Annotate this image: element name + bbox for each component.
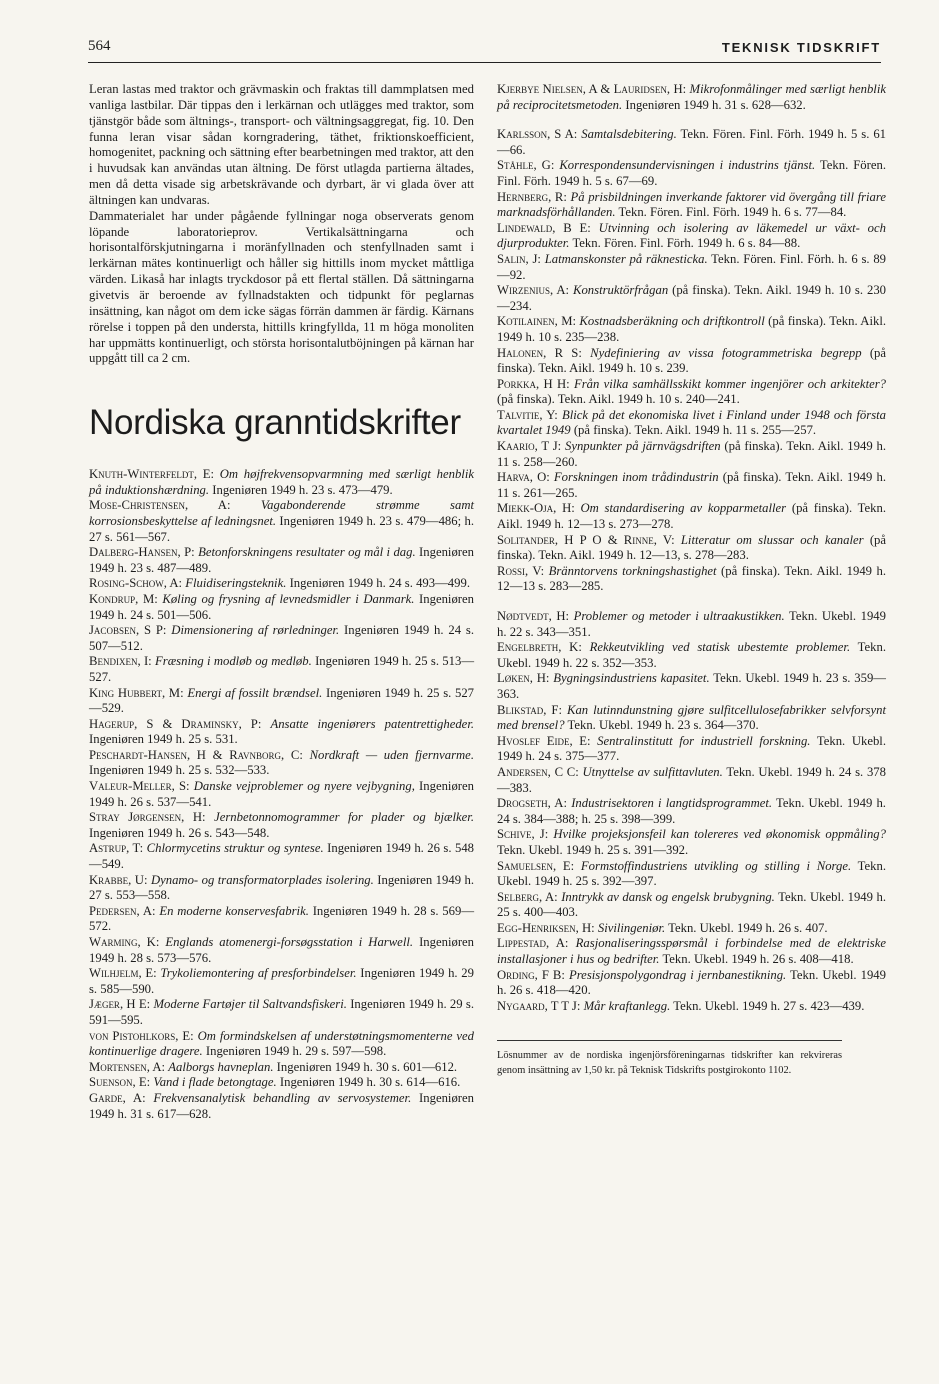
- entry-title: Fræsning i modløb og medløb.: [155, 654, 312, 669]
- bibliography-entry: [89, 935, 474, 966]
- entry-reference: Ingeniøren 1949 h. 26 s. 543—548.: [89, 825, 270, 840]
- entry-reference: Tekn. Ukebl. 1949 h. 24 s. 375—377.: [497, 733, 886, 764]
- entry-title: Om formindskelsen af understøtningsmomenterne ved kontinuerlige dragere.: [89, 1028, 475, 1059]
- bibliography-entry: [89, 779, 474, 810]
- entry-reference: Tekn. Ukebl. 1949 h. 25 s. 391—392.: [497, 842, 689, 857]
- entry-title: Køling og frysning af levnedsmidler i Danmark.: [162, 591, 415, 606]
- entry-author: Stray Jørgensen, H:: [89, 810, 206, 825]
- entry-reference: Ingeniøren 1949 h. 29 s. 597—598.: [205, 1044, 387, 1059]
- entry-title: Sivilingeniør.: [597, 920, 666, 935]
- entry-author: Knuth-Winterfeldt, E:: [89, 467, 215, 482]
- entry-author: Miekk-Oja, H:: [497, 501, 575, 516]
- entry-title: Litteratur om slussar och kanaler: [680, 532, 864, 547]
- entry-title: Sentralinstitutt for industriell forskning.: [597, 733, 811, 748]
- entry-title: Rekkeutvikling ved statisk ubestemte problemer.: [589, 640, 851, 655]
- entry-reference: Ingeniøren 1949 h. 25 s. 513—527.: [89, 654, 475, 684]
- entry-reference: Ingeniøren 1949 h. 27 s. 553—558.: [89, 872, 475, 903]
- entry-title: En moderne konservesfabrik.: [159, 903, 309, 918]
- bibliography-entry: [497, 501, 886, 532]
- bibliography-entry: [497, 283, 886, 314]
- entry-title: Bränntorvens torkningshastighet: [548, 563, 717, 578]
- bibliography-entry: [497, 859, 886, 890]
- entry-title: Jernbetonnomogrammer for plader og bjælker.: [214, 810, 475, 825]
- entry-author: Selberg, A:: [497, 889, 558, 904]
- entry-reference: Tekn. Fören. Finl. Förh. 1949 h. 5 s. 61—66.: [497, 127, 887, 157]
- bibliography-entry: [89, 748, 474, 779]
- bibliography-entry: [89, 966, 474, 997]
- entry-title: Mikrofonmålinger med særligt henblik på reciprocitetsmetoden.: [497, 82, 886, 112]
- entry-reference: Tekn. Ukebl. 1949 h. 27 s. 423—439.: [673, 998, 865, 1013]
- entry-title: Från vilka samhällsskikt kommer ingenjörer och arkitekter?: [573, 376, 887, 391]
- entry-author: Astrup, T:: [89, 841, 144, 856]
- bibliography-entry: [89, 498, 474, 545]
- entry-title: Konstruktörfrågan: [573, 283, 669, 298]
- section-title: Nordiska granntidskrifter: [89, 403, 461, 443]
- bibliography-entry: [89, 873, 474, 904]
- entry-author: King Hubbert, M:: [89, 685, 184, 700]
- entry-reference: Ingeniøren 1949 h. 26 s. 537—541.: [89, 779, 475, 809]
- entry-title: Fluidiseringsteknik.: [185, 576, 287, 591]
- entry-author: Egg-Henriksen, H:: [497, 920, 595, 935]
- entry-reference: Ingeniøren 1949 h. 30 s. 614—616.: [279, 1075, 461, 1090]
- entry-title: Nordkraft — uden fjernvarme.: [309, 747, 474, 762]
- bibliography-entry: [89, 1075, 474, 1091]
- bibliography-entry: [89, 841, 474, 872]
- entry-title: Samtalsdebitering.: [581, 127, 677, 142]
- entry-reference: Ingeniøren 1949 h. 28 s. 573—576.: [89, 935, 475, 965]
- entry-reference: (på finska). Tekn. Aikl. 1949 h. 10 s. 240—241.: [497, 392, 740, 407]
- entry-author: Hernberg, R:: [497, 189, 567, 204]
- entry-author: Warming, K:: [89, 935, 160, 949]
- bibliography-entry: [89, 467, 474, 498]
- entry-title: Mår kraftanlegg.: [583, 998, 671, 1013]
- entry-author: Dalberg-Hansen, P:: [89, 545, 195, 560]
- entry-reference: (på finska). Tekn. Aikl. 1949 h. 10 s. 239.: [497, 345, 887, 376]
- entry-title: Industrisektoren i langtidsprogrammet.: [571, 796, 773, 811]
- entry-author: Lippestad, A:: [497, 936, 569, 951]
- entry-author: Halonen, R S:: [497, 345, 582, 360]
- bibliography-entry: [497, 609, 886, 640]
- entry-author: Nødtvedt, H:: [497, 609, 570, 623]
- bibliography-entry: [497, 470, 886, 501]
- entry-title: Vagabonderende strømme samt korrosionsbeskyttelse af ledningsnet.: [89, 498, 475, 528]
- entry-author: Rosing-Schow, A:: [89, 576, 183, 591]
- bibliography-entry: [497, 734, 886, 765]
- entry-author: Pedersen, A:: [89, 903, 156, 918]
- entry-reference: Tekn. Ukebl. 1949 h. 26 s. 418—420.: [497, 967, 886, 998]
- entry-title: Frekvensanalytisk behandling av servosystemer.: [153, 1090, 412, 1105]
- article-paragraph: Dammaterialet har under pågående fyllningar noga observerats genom löpande laboratorieprov. Vertikalsättningarna och horisontalförskjutningarna i moränfyllnaden och stenfyllnaden samt i lerkärnan mätes kontinuerligt och håller sig hittills inom mycket måttliga värden. Likaså har inlagts tryckdosor på ett flertal ställen. Då sättningarna givetvis är beroende av fyllnadstakten och tidpunkt för peglarnas insättning, kan något om dem icke sägas förrän dammen är färdig. Kärnans rörelse i toppen på den understa, hittills kringfyllda, 11 m höga monoliten har uppmätts kontinuerligt, och största horisontalutböjningen på kärnan har uppgått till ca 2 cm.: [89, 208, 474, 366]
- entry-title: Korrespondensundervisningen i industrins tjänst.: [559, 158, 816, 173]
- entry-reference: Ingeniøren 1949 h. 23 s. 473—479.: [212, 482, 393, 497]
- bibliography-entry: [497, 190, 886, 221]
- entry-author: Blikstad, F:: [497, 702, 562, 717]
- entry-reference: Tekn. Ukebl. 1949 h. 23 s. 364—370.: [567, 718, 759, 733]
- entry-reference: Tekn. Ukebl. 1949 h. 26 s. 408—418.: [662, 952, 854, 967]
- entry-title: Chlormycetins struktur og syntese.: [146, 841, 324, 856]
- bibliography-entry: [89, 654, 474, 685]
- entry-author: Ståhle, G:: [497, 158, 555, 173]
- entry-author: Løken, H:: [497, 671, 550, 686]
- entry-title: Vand i flade betongtage.: [153, 1075, 277, 1090]
- entry-author: Bendixen, I:: [89, 654, 152, 669]
- entry-author: Porkka, H H:: [497, 376, 570, 391]
- entry-title: Betonforskningens resultater og mål i dag.: [198, 545, 416, 560]
- entry-title: Utnyttelse av sulfittavluten.: [582, 764, 723, 779]
- entry-title: Om standardisering av kopparmetaller: [580, 501, 787, 516]
- entry-title: Hvilke projeksjonsfeil kan tolereres ved økonomisk oppmåling?: [553, 827, 886, 842]
- entry-title: Kan lutinndunstning gjøre sulfitcellulosefabrikker selvforsynt med brensel?: [497, 702, 886, 733]
- entry-title: Problemer og metoder i ultraakustikken.: [573, 609, 785, 623]
- entry-title: Forskningen inom trådindustrin: [553, 470, 719, 485]
- entry-author: Jacobsen, S P:: [89, 623, 167, 638]
- entry-reference: Tekn. Ukebl. 1949 h. 24 s. 378—383.: [497, 764, 886, 795]
- entry-author: Harva, O:: [497, 470, 550, 485]
- entry-author: Valeur-Meller, S:: [89, 779, 190, 794]
- left-entry-list: [89, 467, 474, 1122]
- entry-reference: Tekn. Fören. Finl. Förh. 1949 h. 6 s. 84—88.: [572, 236, 801, 251]
- entry-title: Bygningsindustriens kapasitet.: [553, 671, 710, 686]
- entry-author: Kotilainen, M:: [497, 314, 577, 329]
- bibliography-entry: [89, 717, 474, 748]
- entry-title: Synpunkter på järnvägsdriften: [564, 439, 721, 454]
- entry-reference: (på finska). Tekn. Aikl. 1949 h. 12—13 s. 273—278.: [497, 501, 887, 532]
- bibliography-entry: [497, 82, 886, 113]
- journal-title: TEKNISK TIDSKRIFT: [721, 40, 881, 55]
- entry-reference: Ingeniøren 1949 h. 24 s. 501—506.: [89, 591, 475, 622]
- entry-reference: Tekn. Ukebl. 1949 h. 24 s. 384—388; h. 25 s. 398—399.: [497, 796, 886, 826]
- bibliography-entry: [497, 827, 886, 858]
- entry-author: Kjerbye Nielsen, A & Lauridsen, H:: [497, 82, 687, 96]
- entry-reference: (på finska). Tekn. Aikl. 1949 h. 10 s. 235—238.: [497, 314, 887, 344]
- bibliography-entry: [497, 890, 886, 921]
- bibliography-entry: [89, 592, 474, 623]
- entry-title: Presisjonspolygondrag i jernbanestikning.: [568, 967, 787, 982]
- entry-author: Kaario, T J:: [497, 439, 562, 454]
- entry-author: Schive, J:: [497, 827, 549, 842]
- entry-author: Talvitie, Y:: [497, 407, 558, 422]
- bibliography-entry: [497, 921, 886, 937]
- bibliography-entry: [89, 686, 474, 717]
- entry-reference: Tekn. Fören. Finl. Förh. 1949 h. 5 s. 67—69.: [497, 158, 886, 188]
- entry-title: Trykoliemontering af presforbindelser.: [160, 966, 357, 981]
- entry-reference: (på finska). Tekn. Aikl. 1949 h. 12—13, s. 278—283.: [497, 532, 887, 563]
- entry-author: Lindewald, B E:: [497, 220, 591, 235]
- bibliography-entry: [89, 1060, 474, 1076]
- bibliography-entry: [89, 810, 474, 841]
- bibliography-entry: [497, 127, 886, 158]
- page-number: 564: [88, 38, 111, 54]
- entry-reference: Tekn. Ukebl. 1949 h. 23 s. 359—363.: [497, 671, 886, 701]
- bibliography-entry: [497, 158, 886, 189]
- entry-reference: Tekn. Fören. Finl. Förh. 1949 h. 6 s. 77—84.: [618, 205, 847, 220]
- entry-author: von Pistohlkors, E:: [89, 1028, 194, 1043]
- entry-reference: Ingeniøren 1949 h. 25 s. 527—529.: [89, 685, 475, 716]
- bibliography-entry: [497, 408, 886, 439]
- entry-author: Andersen, C C:: [497, 764, 579, 779]
- bibliography-entry: [497, 221, 886, 252]
- right-column: [497, 82, 886, 1078]
- entry-author: Ording, F B:: [497, 967, 565, 982]
- entry-title: Ansatte ingeniørers patentrettigheder.: [270, 716, 475, 731]
- bibliography-entry: [497, 377, 886, 408]
- entry-title: Dimensionering af rørledninger.: [171, 623, 340, 638]
- entry-author: Drogseth, A:: [497, 796, 567, 811]
- entry-title: Nydefiniering av vissa fotogrammetriska begrepp: [590, 345, 862, 360]
- entry-reference: Tekn. Fören. Finl. Förh. h. 6 s. 89—92.: [497, 251, 887, 282]
- entry-author: Nygaard, T T J:: [497, 998, 581, 1013]
- entry-author: Kondrup, M:: [89, 591, 158, 606]
- entry-title: Blick på det ekonomiska livet i Finland under 1948 och första kvartalet 1949: [497, 407, 886, 438]
- bibliography-entry: [497, 346, 886, 377]
- bibliography-entry: [497, 640, 886, 671]
- entry-title: Englands atomenergi-forsøgsstation i Harwell.: [165, 935, 414, 949]
- entry-author: Hvoslef Eide, E:: [497, 733, 591, 748]
- bibliography-entry: [497, 671, 886, 702]
- entry-reference: Ingeniøren 1949 h. 25 s. 532—533.: [89, 763, 270, 778]
- footnote: [497, 1040, 842, 1077]
- entry-author: Solitander, H P O & Rinne, V:: [497, 532, 675, 547]
- bibliography-entry: [89, 904, 474, 935]
- bibliography-entry: [497, 252, 886, 283]
- entry-title: Kostnadsberäkning och driftkontroll: [579, 314, 765, 329]
- entry-reference: Tekn. Ukebl. 1949 h. 26 s. 407.: [668, 920, 828, 935]
- entry-author: Karlsson, S A:: [497, 127, 578, 142]
- entry-author: Wirzenius, A:: [497, 283, 570, 298]
- entry-reference: Tekn. Ukebl. 1949 h. 25 s. 400—403.: [497, 889, 886, 920]
- entry-reference: Ingeniøren 1949 h. 23 s. 479—486; h. 27 s. 561—567.: [89, 513, 475, 544]
- entry-author: Suenson, E:: [89, 1075, 151, 1090]
- left-column: [89, 82, 474, 1122]
- entry-title: Latmanskonster på räknesticka.: [544, 251, 708, 266]
- entry-reference: Ingeniøren 1949 h. 26 s. 548—549.: [89, 841, 475, 872]
- entry-author: Mose-Christensen, A:: [89, 498, 231, 513]
- entry-reference: Tekn. Ukebl. 1949 h. 22 s. 343—351.: [497, 609, 886, 639]
- entry-reference: Ingeniøren 1949 h. 31 s. 617—628.: [89, 1090, 475, 1121]
- entry-reference: Ingeniøren 1949 h. 29 s. 585—590.: [89, 966, 474, 996]
- entry-reference: Ingeniøren 1949 h. 28 s. 569—572.: [89, 903, 475, 934]
- entry-title: Moderne Fartøjer til Saltvandsfiskeri.: [153, 997, 347, 1012]
- entry-author: Garde, A:: [89, 1090, 146, 1105]
- bibliography-entry: [89, 997, 474, 1028]
- entry-reference: Ingeniøren 1949 h. 25 s. 531.: [89, 732, 238, 747]
- bibliography-entry: [497, 968, 886, 999]
- article-paragraph: Leran lastas med traktor och grävmaskin och fraktas till dammplatsen med vanliga lastbilar. Där tippas den i lerkärnan och utlägges med traktor, som tjänstgör både som ältnings-, transport- och vältningsaggregat, fig. 10. Den funna leran visar sådan korngradering, täthet, friktionskoefficient, homogenitet, packning och sättning efter bearbetningen med traktor, att den i huvudsak kan användas utan ältning. De först utlagda partierna ältades, men då detta visade sig arbetskrävande och dyrbart, är vi glada över att ältningen kan undvaras.: [89, 82, 474, 207]
- bibliography-entry: [497, 314, 886, 345]
- entry-title: Formstoffindustriens utvikling og stilling i Norge.: [580, 858, 852, 873]
- entry-author: Engelbreth, K:: [497, 640, 582, 655]
- bibliography-entry: [497, 796, 886, 827]
- right-entry-list: [497, 82, 886, 1014]
- entry-title: Inntrykk av dansk og engelsk brubygning.: [561, 889, 775, 904]
- bibliography-entry: [89, 576, 474, 592]
- entry-author: Peschardt-Hansen, H & Ravnborg, C:: [89, 747, 303, 762]
- page-header: [88, 34, 881, 63]
- entry-reference: Tekn. Ukebl. 1949 h. 22 s. 352—353.: [497, 640, 886, 670]
- footnote-text: Lösnummer av de nordiska ingenjörsföreningarnas tidskrifter kan rekvireras genom insättning av 1,50 kr. på Teknisk Tidskrifts postgirokonto 1102.: [497, 1050, 842, 1076]
- entry-title: Om højfrekvensopvarmning med særligt henblik på induktionshærdning.: [89, 467, 474, 497]
- entry-reference: (på finska). Tekn. Aikl. 1949 h. 10 s. 230—234.: [497, 283, 887, 313]
- bibliography-entry: [497, 765, 886, 796]
- entry-reference: (på finska). Tekn. Aikl. 1949 h. 11 s. 258—260.: [497, 439, 886, 469]
- bibliography-entry: [89, 623, 474, 654]
- entry-reference: Tekn. Ukebl. 1949 h. 25 s. 392—397.: [497, 858, 886, 889]
- entry-author: Rossi, V:: [497, 563, 545, 578]
- entry-reference: Ingeniøren 1949 h. 29 s. 591—595.: [89, 997, 475, 1027]
- bibliography-entry: [497, 999, 886, 1015]
- entry-author: Samuelsen, E:: [497, 858, 575, 873]
- bibliography-entry: [497, 703, 886, 734]
- entry-reference: (på finska). Tekn. Aikl. 1949 h. 11 s. 255—257.: [573, 423, 817, 438]
- entry-reference: Ingeniøren 1949 h. 23 s. 487—489.: [89, 545, 475, 575]
- bibliography-entry: [497, 533, 886, 564]
- entry-title: Energi af fossilt brændsel.: [187, 685, 323, 700]
- bibliography-entry: [497, 439, 886, 470]
- entry-title: Rasjonaliseringsspørsmål i forbindelse med de elektriske installasjoner i hus og bedrifter.: [497, 936, 886, 967]
- entry-title: Utvinning och isolering av läkemedel ur växt- och djurprodukter.: [497, 220, 886, 251]
- entry-author: Wilhjelm, E:: [89, 966, 157, 981]
- entry-reference: (på finska). Tekn. Aikl. 1949 h. 12—13 s. 283—285.: [497, 563, 886, 594]
- bibliography-entry: [89, 1029, 474, 1060]
- bibliography-entry: [89, 1091, 474, 1122]
- entry-author: Krabbe, U:: [89, 872, 148, 887]
- entry-reference: Ingeniøren 1949 h. 30 s. 601—612.: [276, 1059, 458, 1074]
- entry-reference: Ingeniøren 1949 h. 24 s. 507—512.: [89, 623, 475, 653]
- entry-author: Mortensen, A:: [89, 1059, 166, 1074]
- bibliography-entry: [497, 564, 886, 595]
- entry-author: Jæger, H E:: [89, 997, 151, 1012]
- entry-title: Aalborgs havneplan.: [168, 1059, 274, 1074]
- bibliography-entry: [89, 545, 474, 576]
- entry-title: Danske vejproblemer og nyere vejbygning,: [193, 779, 415, 794]
- entry-reference: Ingeniøren 1949 h. 24 s. 493—499.: [289, 576, 470, 591]
- entry-title: Dynamo- og transformatorplades isolering.: [150, 872, 374, 887]
- entry-title: På prisbildningen inverkande faktorer vid övergång till friare marknadsförhållanden.: [497, 189, 886, 220]
- entry-author: Hagerup, S & Draminsky, P:: [89, 716, 262, 731]
- entry-author: Salin, J:: [497, 251, 541, 266]
- entry-reference: (på finska). Tekn. Aikl. 1949 h. 11 s. 261—265.: [497, 470, 886, 500]
- entry-reference: Ingeniøren 1949 h. 31 s. 628—632.: [625, 97, 806, 112]
- bibliography-entry: [497, 936, 886, 967]
